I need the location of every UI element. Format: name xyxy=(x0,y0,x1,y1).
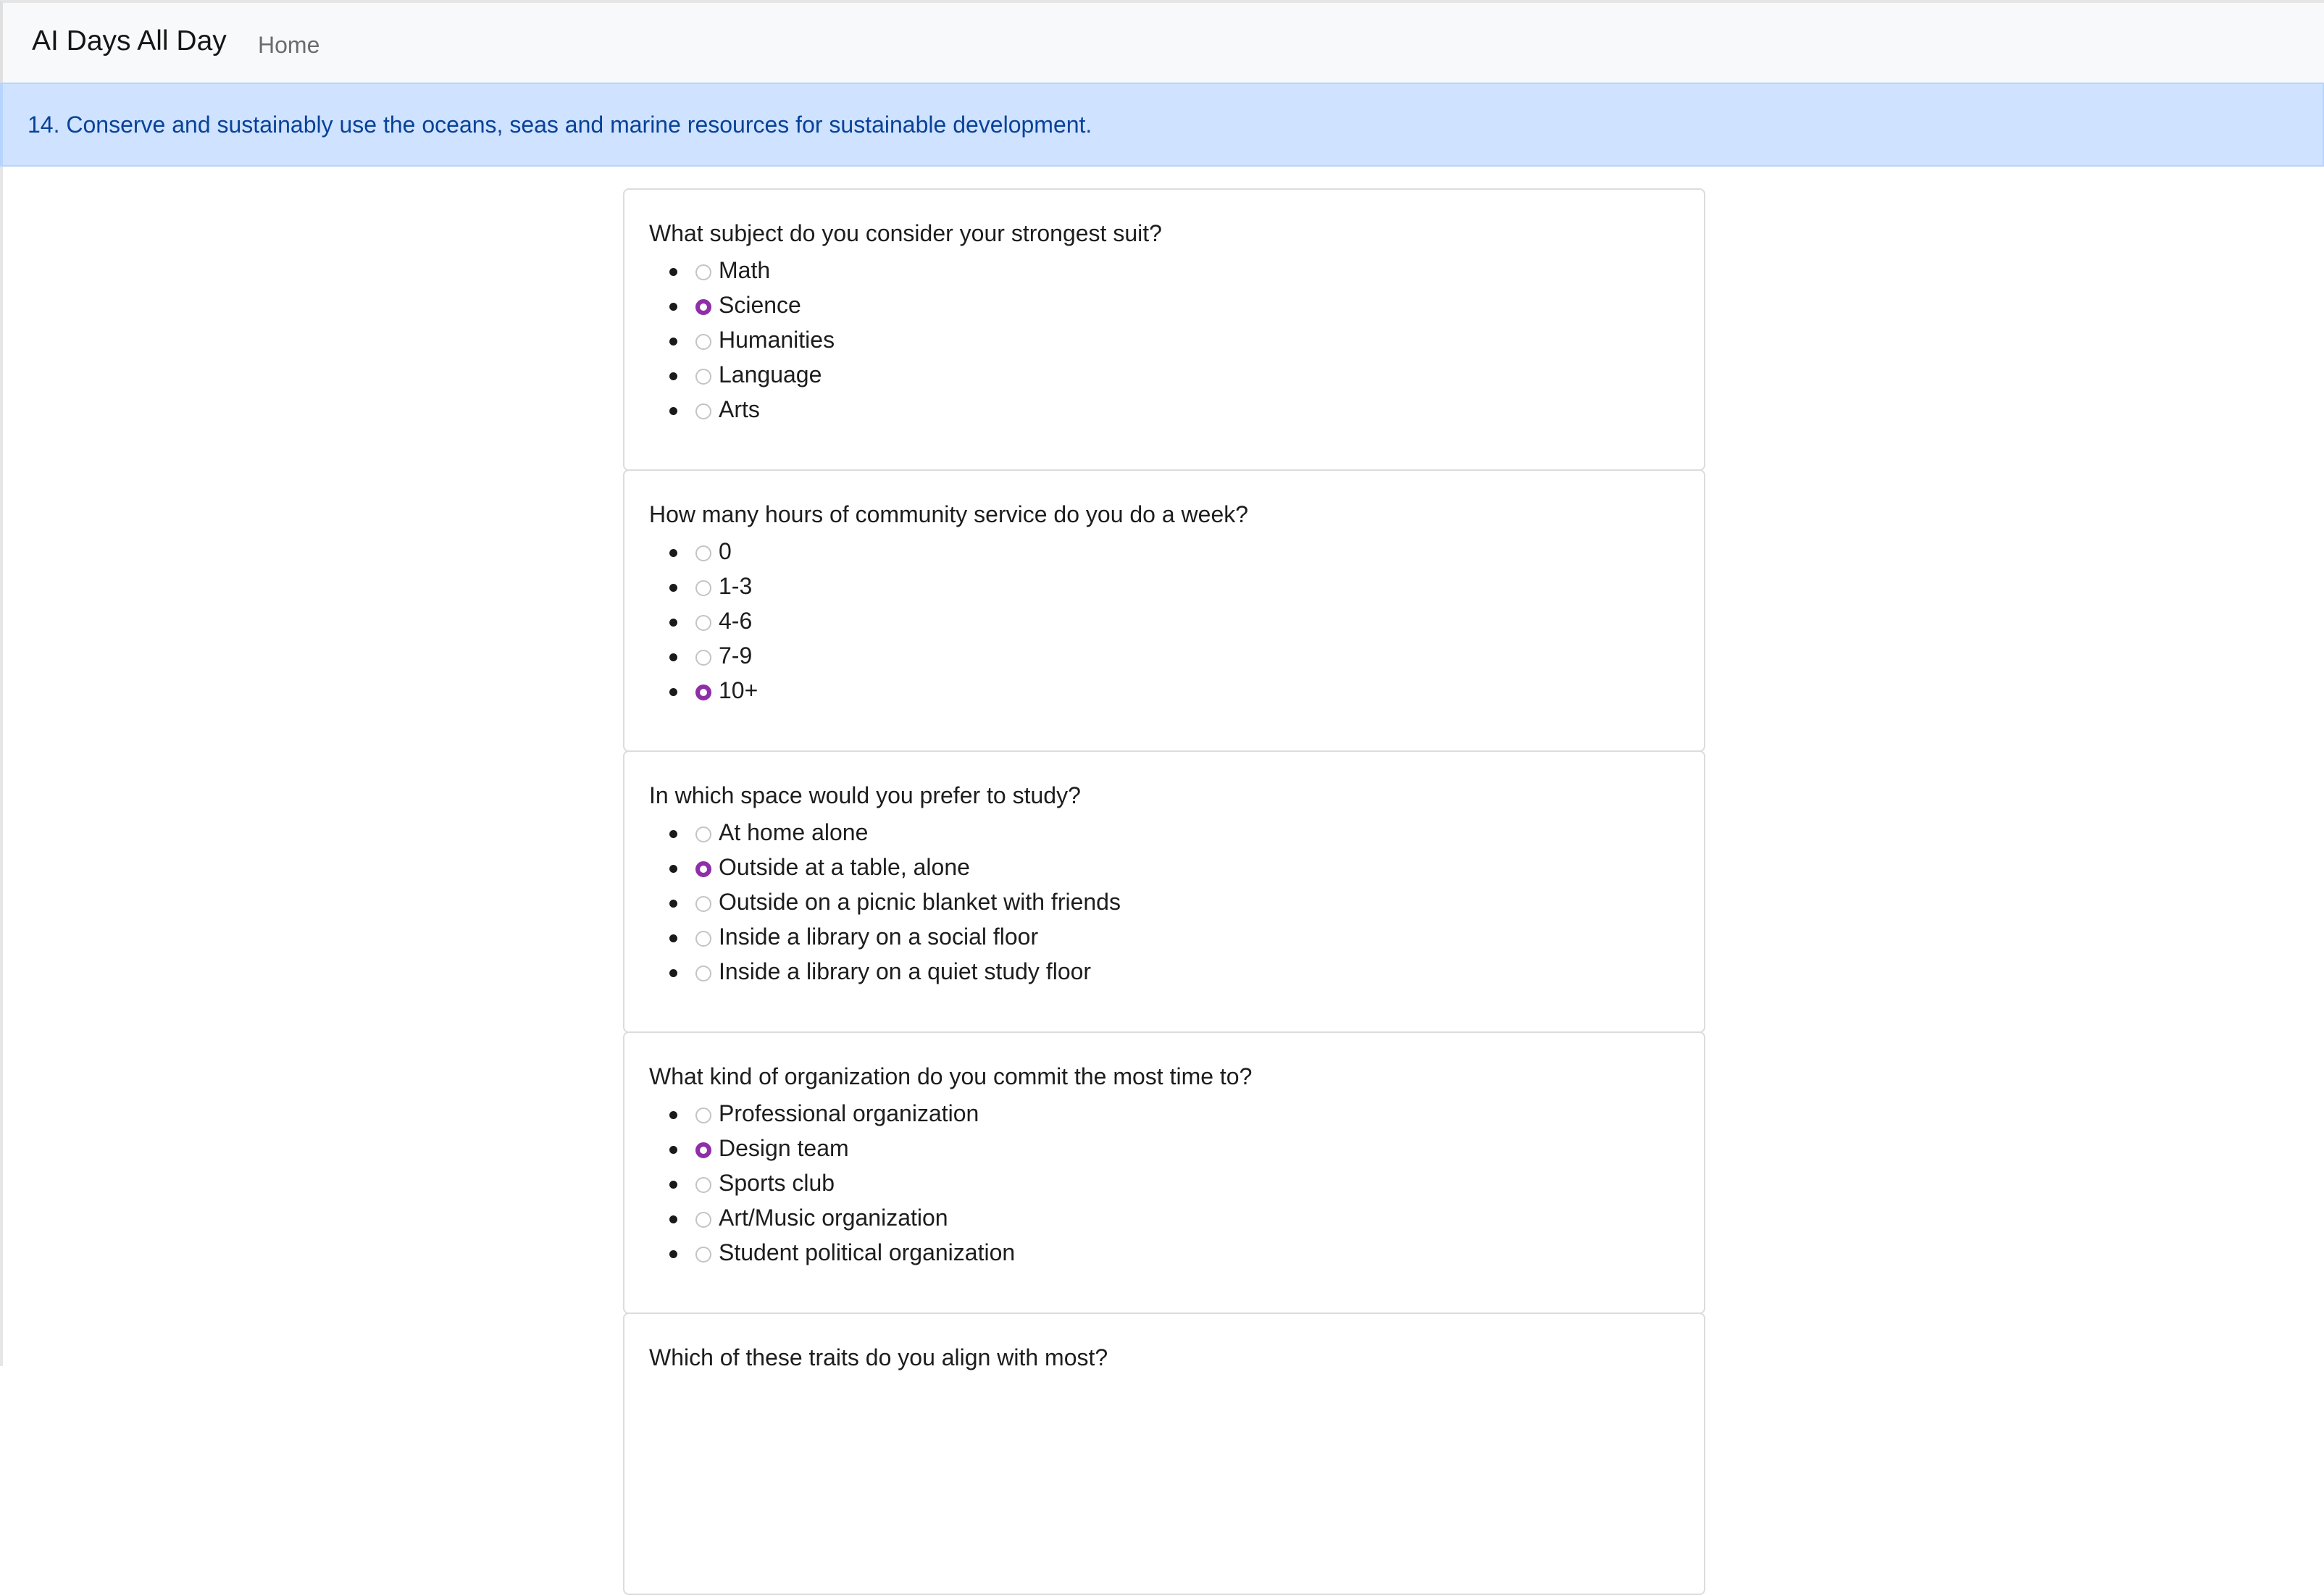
question-text: How many hours of community service do you do a week? xyxy=(649,501,1249,527)
radio-button[interactable] xyxy=(695,545,711,561)
option-label: Humanities xyxy=(719,327,835,353)
top-navbar xyxy=(0,0,2324,83)
question-text: What subject do you consider your strongest suit? xyxy=(649,220,1162,246)
list-bullet xyxy=(669,900,677,908)
radio-button[interactable] xyxy=(695,1177,711,1193)
option-label: 0 xyxy=(719,538,732,564)
option-label: 4-6 xyxy=(719,608,753,634)
radio-button[interactable] xyxy=(695,650,711,666)
question-text: In which space would you prefer to study? xyxy=(649,782,1081,808)
option-label: Inside a library on a social floor xyxy=(719,924,1039,950)
option-label: Language xyxy=(719,361,822,388)
radio-button[interactable] xyxy=(695,1212,711,1228)
radio-button[interactable] xyxy=(695,931,711,947)
radio-button[interactable] xyxy=(695,334,711,350)
question-card xyxy=(623,1031,1705,1314)
list-bullet xyxy=(669,372,677,380)
question-card xyxy=(623,750,1705,1033)
radio-button-checked[interactable] xyxy=(695,685,711,700)
goal-banner-text: 14. Conserve and sustainably use the oceans, seas and marine resources for sustainable development. xyxy=(28,111,1092,138)
list-bullet xyxy=(669,1111,677,1119)
option-label: Outside at a table, alone xyxy=(719,854,970,880)
list-bullet xyxy=(669,1250,677,1258)
radio-button-checked[interactable] xyxy=(695,861,711,877)
option-label: Inside a library on a quiet study floor xyxy=(719,958,1092,984)
option-label: Science xyxy=(719,292,801,318)
radio-button[interactable] xyxy=(695,896,711,912)
list-bullet xyxy=(669,653,677,661)
question-text: Which of these traits do you align with most? xyxy=(649,1344,1108,1370)
list-bullet xyxy=(669,619,677,627)
list-bullet xyxy=(669,303,677,311)
radio-button[interactable] xyxy=(695,1108,711,1123)
list-bullet xyxy=(669,268,677,276)
radio-button-checked[interactable] xyxy=(695,299,711,315)
list-bullet xyxy=(669,934,677,942)
brand-link[interactable]: AI Days All Day xyxy=(32,25,227,56)
option-label: Sports club xyxy=(719,1170,835,1196)
goal-banner xyxy=(0,83,2324,167)
window-left-edge xyxy=(0,83,3,1366)
list-bullet xyxy=(669,688,677,696)
nav-link-home[interactable]: Home xyxy=(258,32,320,58)
question-card xyxy=(623,188,1705,471)
option-label: Math xyxy=(719,257,771,283)
option-label: Professional organization xyxy=(719,1100,979,1126)
list-bullet xyxy=(669,969,677,977)
list-bullet xyxy=(669,407,677,415)
option-label: 7-9 xyxy=(719,642,753,669)
radio-button[interactable] xyxy=(695,1247,711,1263)
question-card xyxy=(623,469,1705,752)
radio-button[interactable] xyxy=(695,369,711,385)
option-label: 1-3 xyxy=(719,573,753,599)
list-bullet xyxy=(669,1215,677,1223)
list-bullet xyxy=(669,1181,677,1189)
list-bullet xyxy=(669,584,677,592)
list-bullet xyxy=(669,338,677,346)
list-bullet xyxy=(669,830,677,838)
question-card xyxy=(623,1313,1705,1595)
list-bullet xyxy=(669,1146,677,1154)
radio-button[interactable] xyxy=(695,966,711,981)
radio-button[interactable] xyxy=(695,826,711,842)
list-bullet xyxy=(669,865,677,873)
option-label: At home alone xyxy=(719,819,869,845)
radio-button[interactable] xyxy=(695,403,711,419)
list-bullet xyxy=(669,549,677,557)
option-label: 10+ xyxy=(719,677,758,703)
radio-button[interactable] xyxy=(695,264,711,280)
option-label: Art/Music organization xyxy=(719,1205,948,1231)
option-label: Arts xyxy=(719,396,760,422)
radio-button-checked[interactable] xyxy=(695,1142,711,1158)
option-label: Outside on a picnic blanket with friends xyxy=(719,889,1121,915)
question-text: What kind of organization do you commit the most time to? xyxy=(649,1063,1253,1089)
option-label: Student political organization xyxy=(719,1239,1016,1265)
radio-button[interactable] xyxy=(695,580,711,596)
option-label: Design team xyxy=(719,1135,849,1161)
radio-button[interactable] xyxy=(695,615,711,631)
